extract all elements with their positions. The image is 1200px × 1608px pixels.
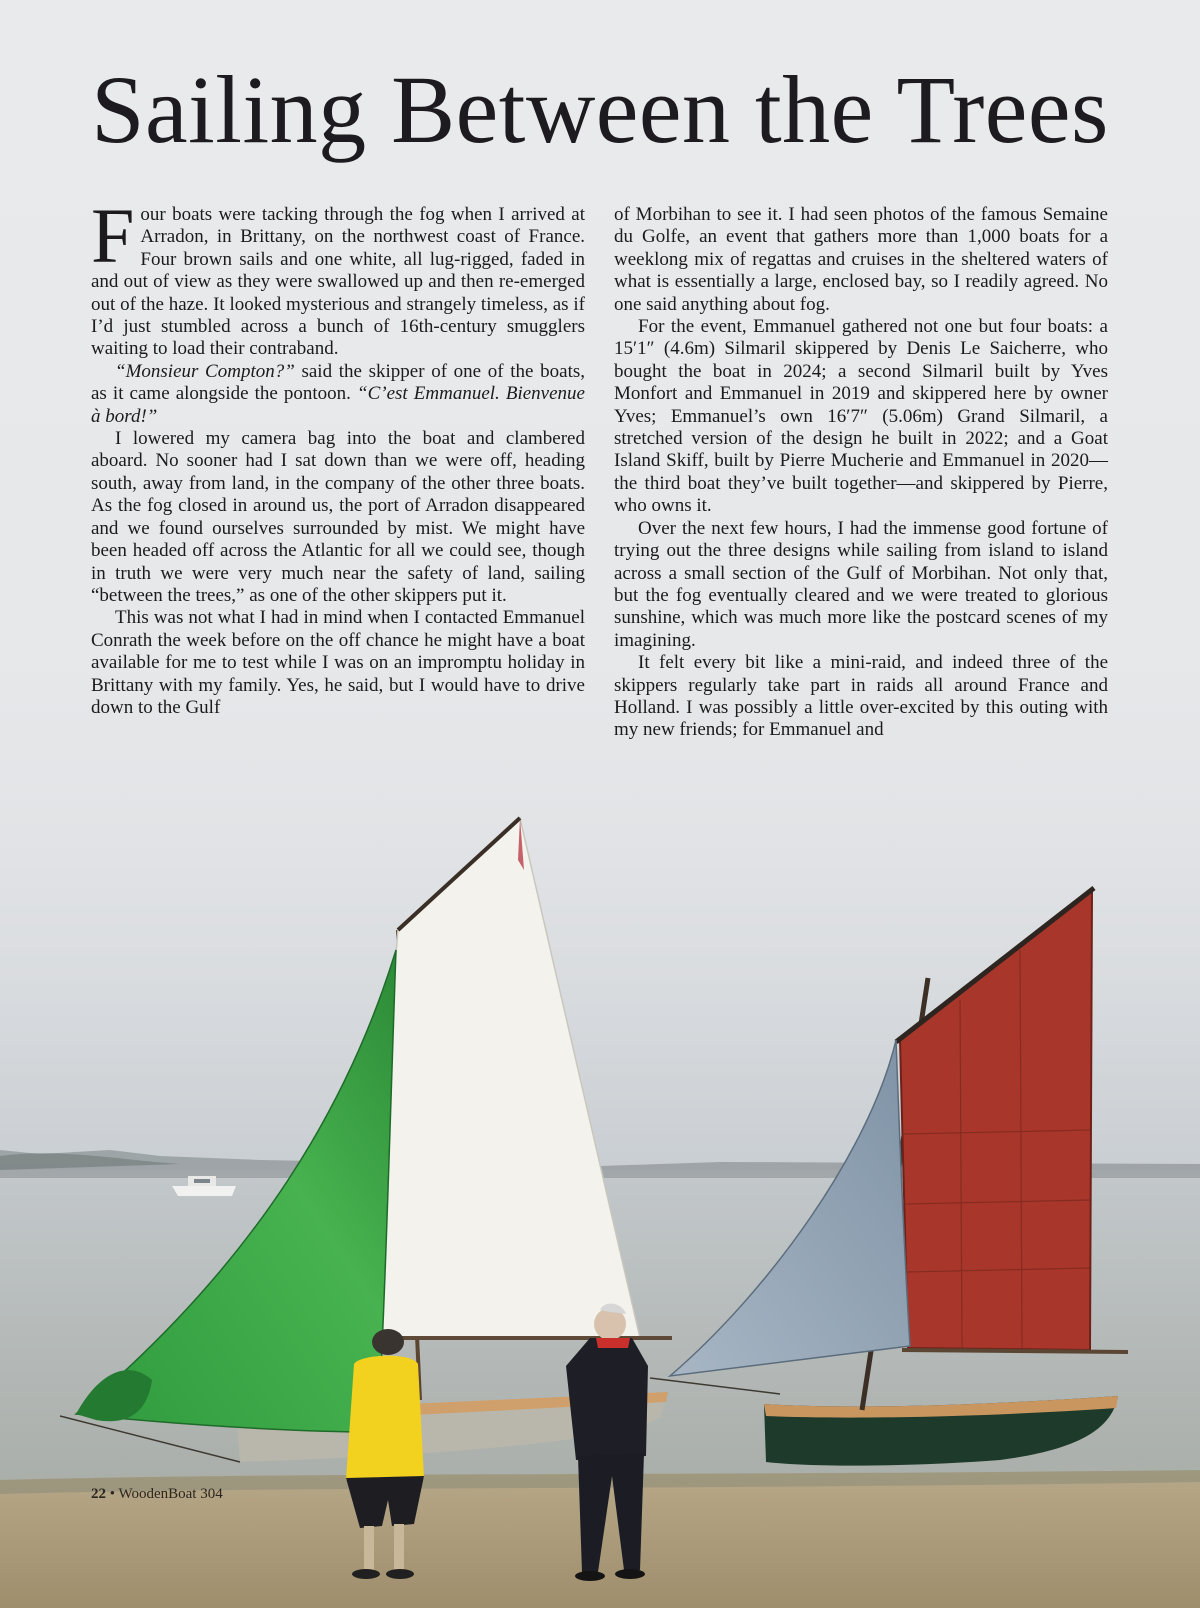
drop-cap: F xyxy=(91,192,135,279)
sailboats-photo xyxy=(0,780,1200,1608)
article-column-left xyxy=(91,192,585,719)
paragraph-5: of Morbihan to see it. I had seen photos of the famous Semaine du Golfe, an event that gathers more than 1,000 boats for a weeklong mix of regattas and cruises in the sheltered waters of what is essentially a large, enclosed bay, so I readily agreed. No one said anything about fog. xyxy=(614,204,1108,315)
paragraph-2-text: said the skipper of one of the boats, as it came alongside the pontoon. xyxy=(91,360,585,405)
footer-separator: • xyxy=(109,1486,116,1502)
paragraph-1-text: our boats were tacking through the fog when I arrived at Arradon, in Brittany, on the northwest coast of France. Four brown sails and one white, all lug-rigged, faded in and out of view as they were swallowed up and then re-emerged out of the haze. It looked mysterious and strangely timeless, as if I’d just stumbled across a bunch of 16th-century smugglers waiting to load their contraband. xyxy=(91,204,585,360)
paragraph-1 xyxy=(91,192,585,361)
paragraph-2 xyxy=(91,361,585,428)
article-column-right xyxy=(614,204,1108,742)
quote-greeting: “Monsieur Compton?” xyxy=(115,360,295,382)
article-title: Sailing Between the Trees xyxy=(91,56,1109,163)
paragraph-7: Over the next few hours, I had the immense good fortune of trying out the three designs while sailing from island to island across a small section of the Gulf of Morbihan. Not only that, but the fog eventually cleared and we were treated to glorious sunshine, which was much more like the postcard scenes of my imagining. xyxy=(614,517,1108,651)
publication-name: WoodenBoat 304 xyxy=(118,1486,223,1502)
page-footer xyxy=(91,1486,223,1503)
paragraph-3: I lowered my camera bag into the boat and clambered aboard. No sooner had I sat down than we were off, heading south, away from land, in the company of the other three boats. As the fog closed in around us, the port of Arradon disappeared and we found ourselves surrounded by mist. We might have been headed off across the Atlantic for all we could see, though in truth we were very much near the safety of land, sailing “between the trees,” as one of the other skippers put it. xyxy=(91,428,585,606)
page-number: 22 xyxy=(91,1486,106,1502)
paragraph-8: It felt every bit like a mini-raid, and indeed three of the skippers regularly take part in raids all around France and Holland. I was possibly a little over-excited by this outing with my new friends; for Emmanuel and xyxy=(614,652,1108,741)
quote-welcome: “C’est Emmanuel. Bienvenue à bord!” xyxy=(91,383,585,427)
paragraph-4: This was not what I had in mind when I contacted Emmanuel Conrath the week before on the off chance he might have a boat available for me to test while I was on an impromptu holiday in Brittany with my family. Yes, he said, but I would have to drive down to the Gulf xyxy=(91,607,585,718)
paragraph-6: For the event, Emmanuel gathered not one but four boats: a 15′1″ (4.6m) Silmaril skippered by Denis Le Saicherre, who bought the boat in 2024; a second Silmaril built by Yves Monfort and Emmanuel in 2019 and skippered here by owner Yves; Emmanuel’s own 16′7″ (5.06m) Grand Silmaril, a stretched version of the design he built in 2022; and a Goat Island Skiff, built by Pierre Mucherie and Emmanuel in 2020—the third boat they’ve built together—and skippered by Pierre, who owns it. xyxy=(614,316,1108,517)
